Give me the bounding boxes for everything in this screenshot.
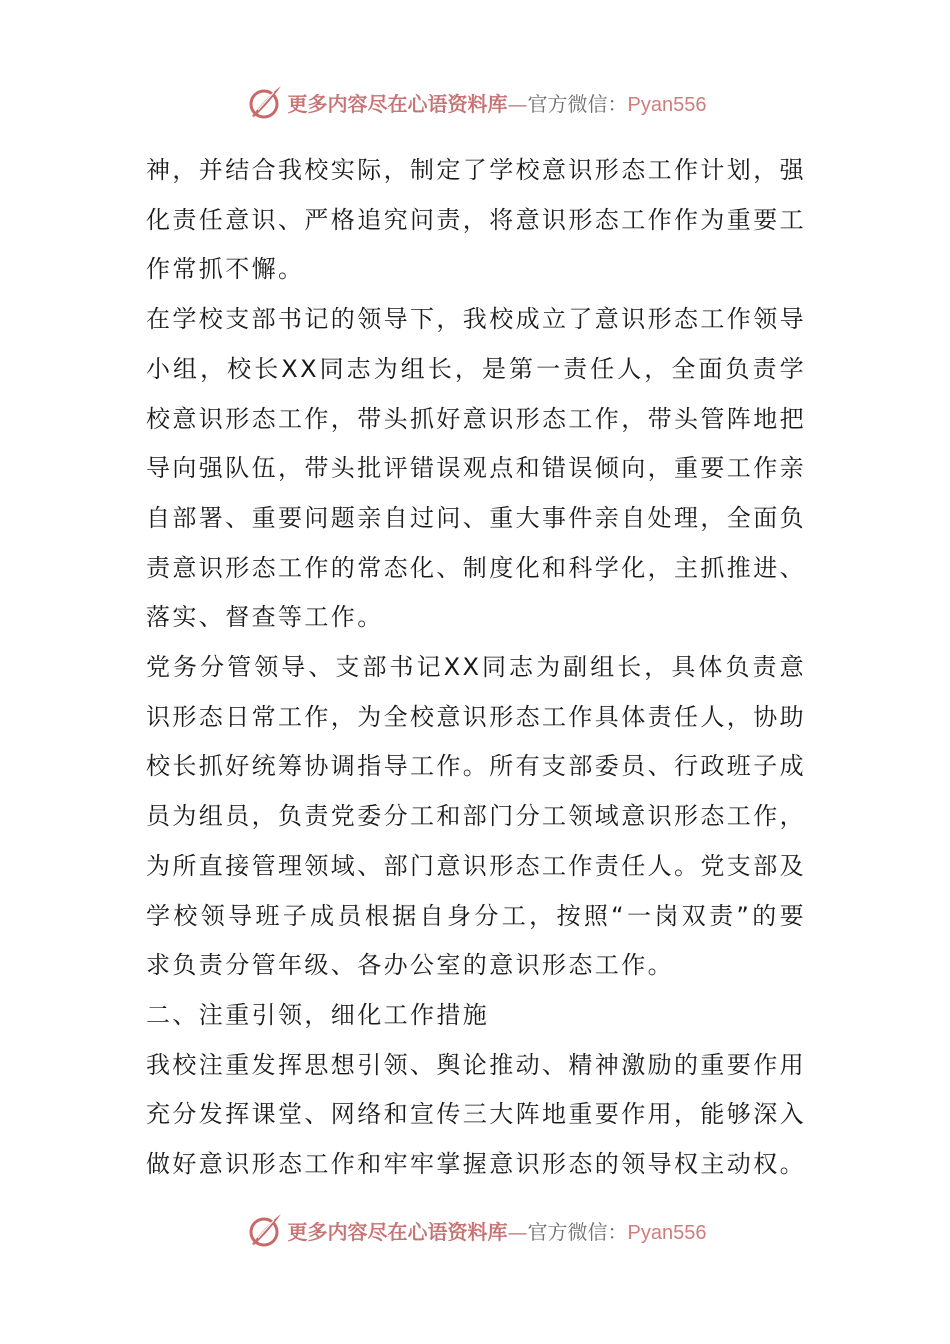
watermark-brand: 更多内容尽在心语资料库 [287, 1219, 508, 1244]
watermark-dash: — [507, 1219, 528, 1244]
watermark-wechat-id: Pyan556 [627, 1221, 707, 1244]
quill-logo-icon [244, 82, 284, 122]
watermark-wechat-id: Pyan556 [627, 93, 707, 116]
watermark-brand: 更多内容尽在心语资料库 [287, 91, 508, 116]
paragraph: 我校注重发挥思想引领、舆论推动、精神激励的重要作用充分发挥课堂、网络和宣传三大阵地重要作用，能够深入做好意识形态工作和牢牢掌握意识形态的领导权主动权。 [146, 1050, 806, 1179]
watermark-official: 官方微信： [527, 91, 628, 116]
paragraph: 在学校支部书记的领导下，我校成立了意识形态工作领导小组，校长XX同志为组长，是第一责任人，全面负责学校意识形态工作，带头抓好意识形态工作，带头管阵地把导向强队伍，带头批评错误观点和错误倾向，重要工作亲自部署、重要问题亲自过问、重大事件亲自处理，全面负责意识形态工作的常态化、制度化和科学化，主抓推进、落实、督查等工作。 [146, 305, 806, 632]
paragraph: 党务分管领导、支部书记XX同志为副组长，具体负责意识形态日常工作，为全校意识形态工作具体责任人，协助校长抓好统筹协调指导工作。所有支部委员、行政班子成员为组员，负责党委分工和部门分工领域意识形态工作，为所直接管理领域、部门意识形态工作责任人。党支部及学校领导班子成员根据自身分工，按照“一岗双责”的要求负责分管年级、各办公室的意识形态工作。 [146, 653, 806, 980]
watermark-text [288, 1216, 707, 1245]
watermark-text [288, 88, 707, 117]
document-body [146, 146, 806, 1190]
watermark-dash: — [507, 91, 528, 116]
footer-watermark [0, 1206, 950, 1254]
watermark-official: 官方微信： [527, 1219, 628, 1244]
header-watermark [0, 78, 950, 126]
paragraph: 神，并结合我校实际，制定了学校意识形态工作计划，强化责任意识、严格追究问责，将意识形态工作作为重要工作常抓不懈。 [146, 156, 806, 284]
quill-logo-icon [244, 1210, 284, 1250]
section-heading: 二、注重引领，细化工作措施 [146, 1000, 490, 1029]
